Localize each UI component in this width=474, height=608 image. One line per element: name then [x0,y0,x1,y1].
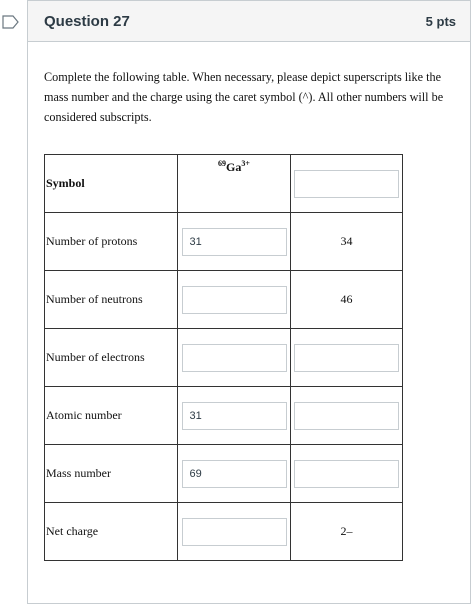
question-card [27,0,471,604]
question-points: 5 pts [425,13,456,29]
table-row [45,503,403,561]
row-label: Number of neutrons [46,292,143,306]
table-row [45,329,403,387]
table-row [45,445,403,503]
mass-number-input-1[interactable]: 69 [182,460,287,488]
table-row [45,213,403,271]
protons-value-2: 34 [291,213,403,271]
row-label: Number of protons [46,234,138,248]
table-row [45,271,403,329]
charge-superscript: 3+ [241,158,250,168]
atomic-number-input-1[interactable]: 31 [182,402,287,430]
neutrons-value-2: 46 [291,271,403,329]
question-title: Question 27 [44,12,130,30]
neutrons-input-1[interactable] [182,286,287,314]
row-label: Number of electrons [46,350,145,364]
row-label: Symbol [46,176,85,190]
mass-number-superscript: 69 [218,158,227,168]
question-prompt: Complete the following table. When necessary, please depict superscripts like the mass number and the charge using the caret symbol (^). All other numbers will be considered subscripts. [44,70,444,124]
atomic-number-input-2[interactable] [294,402,399,430]
net-charge-value-2: 2– [291,503,403,561]
row-label: Mass number [46,466,111,480]
electrons-input-2[interactable] [294,344,399,372]
table-row [45,387,403,445]
row-label: Atomic number [46,408,122,422]
electrons-input-1[interactable] [182,344,287,372]
bookmark-flag-icon[interactable] [2,15,20,29]
question-header [28,1,470,42]
ion-table [44,154,403,561]
protons-input-1[interactable]: 31 [182,228,287,256]
element-symbol: Ga [226,159,242,174]
net-charge-input-1[interactable] [182,518,287,546]
mass-number-input-2[interactable] [294,460,399,488]
table-row-symbol [45,155,403,213]
ion-symbol [178,159,290,175]
row-label: Net charge [46,524,99,538]
symbol-answer-input[interactable] [294,170,399,198]
